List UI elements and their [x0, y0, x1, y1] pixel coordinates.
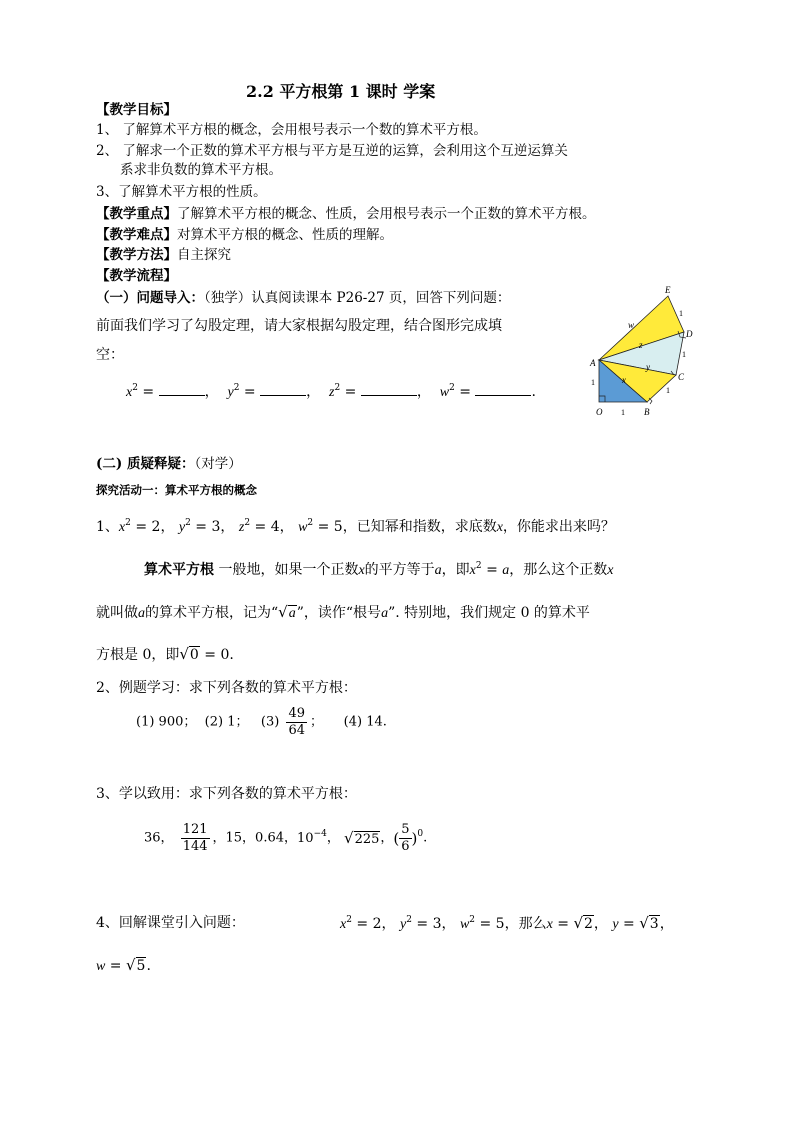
var-w: w: [439, 385, 450, 400]
key-point-label: 【教学重点】: [96, 206, 177, 222]
blank-w[interactable]: [475, 383, 531, 396]
definition-line2: 就叫做a的算术平方根，记为“√a”，读作“根号a”. 特别地，我们规定 0 的算术平: [96, 603, 590, 621]
label-B: B: [644, 407, 650, 417]
label-bc-1: 1: [666, 386, 670, 395]
part1-label: （一）问题导入：: [96, 290, 204, 306]
part1-line1: [96, 290, 510, 307]
part1-line3: 空：: [96, 347, 124, 363]
pythagoras-spiral-figure: [588, 282, 704, 424]
label-de-1: 1: [679, 309, 683, 318]
review-line2: w = √5.: [96, 956, 151, 974]
var-y: y: [227, 385, 234, 400]
objectives-heading: 【教学目标】: [96, 102, 177, 118]
fill-blanks: $x^2$ = ， $y^2$ = ， $z^2$ = ， $w^2$ = .: [126, 383, 536, 400]
definition-term: 算术平方根: [144, 562, 214, 578]
label-cd-1: 1: [682, 350, 686, 359]
method: [96, 247, 231, 264]
part1-line2: 前面我们学习了勾股定理，请大家根据勾股定理，结合图形完成填: [96, 318, 502, 334]
practice-items: 36， $\frac{121}{144}$ ，15，0.64，$10^{-4}$， √225，( $\frac{5}{6}$ )$^0$.: [144, 822, 428, 854]
part1-text: （独学）认真阅读课本 P26-27 页，回答下列问题：: [204, 290, 511, 306]
blank-y[interactable]: [260, 383, 306, 396]
label-w: w: [628, 320, 635, 330]
difficulty-text: 对算术平方根的概念、性质的理解。: [177, 227, 393, 243]
label-A: A: [590, 358, 596, 368]
practice-heading: 3、学以致用：求下列各数的算术平方根：: [96, 786, 357, 802]
definition-line1: 算术平方根 一般地，如果一个正数x的平方等于a，即$x^2 = a$，那么这个正数x: [144, 561, 614, 578]
label-ao-1: 1: [591, 378, 595, 387]
activity1-heading: 探究活动一：算术平方根的概念: [96, 483, 257, 497]
blank-z[interactable]: [361, 383, 417, 396]
part2-heading: [96, 456, 242, 473]
part2-label: (二) 质疑释疑：: [96, 456, 195, 472]
label-O: O: [596, 407, 603, 417]
objective-2-cont: 系求非负数的算术平方根。: [120, 162, 282, 178]
definition-line3: 方根是 0，即√0 = 0.: [96, 645, 234, 663]
review-equations: $x^2 = 2$， $y^2 = 3$， $w^2 = 5$，那么x = √2， y = √3，: [340, 914, 674, 932]
difficulty-label: 【教学难点】: [96, 227, 177, 243]
question-1: 1、$x^2 = 2$， $y^2 = 3$， $z^2 = 4$， $w^2 = 5$，已知幂和指数，求底数x，你能求出来吗？: [96, 518, 615, 535]
example-heading: 2、例题学习：求下列各数的算术平方根：: [96, 680, 357, 696]
difficulty: [96, 227, 393, 244]
part2-sub: （对学）: [194, 456, 242, 472]
key-point-text: 了解算术平方根的概念、性质，会用根号表示一个正数的算术平方根。: [177, 206, 596, 222]
label-x: x: [622, 375, 626, 385]
label-z: z: [639, 340, 643, 350]
objective-1: 1、 了解算术平方根的概念，会用根号表示一个数的算术平方根。: [96, 122, 487, 138]
label-y: y: [646, 362, 650, 372]
key-point: [96, 206, 596, 223]
label-C: C: [678, 372, 685, 382]
blank-x[interactable]: [159, 383, 205, 396]
label-ob-1: 1: [621, 408, 625, 417]
method-text: 自主探究: [177, 247, 231, 263]
review-line1: 4、回解课堂引入问题：: [96, 915, 245, 931]
label-E: E: [665, 285, 671, 295]
var-x: x: [126, 385, 133, 400]
objective-3: 3、了解算术平方根的性质。: [96, 184, 267, 200]
label-D: D: [686, 329, 693, 339]
example-items: (1) 900； (2) 1； (3) $\frac{49}{64}$ ； (4) 14.: [136, 706, 387, 738]
flow-heading: 【教学流程】: [96, 268, 177, 284]
page-title: 2.2 平方根第 1 课时 学案: [246, 82, 436, 101]
objective-2: 2、 了解求一个正数的算术平方根与平方是互逆的运算，会利用这个互逆运算关: [96, 143, 568, 159]
method-label: 【教学方法】: [96, 247, 177, 263]
var-z: z: [329, 385, 335, 400]
